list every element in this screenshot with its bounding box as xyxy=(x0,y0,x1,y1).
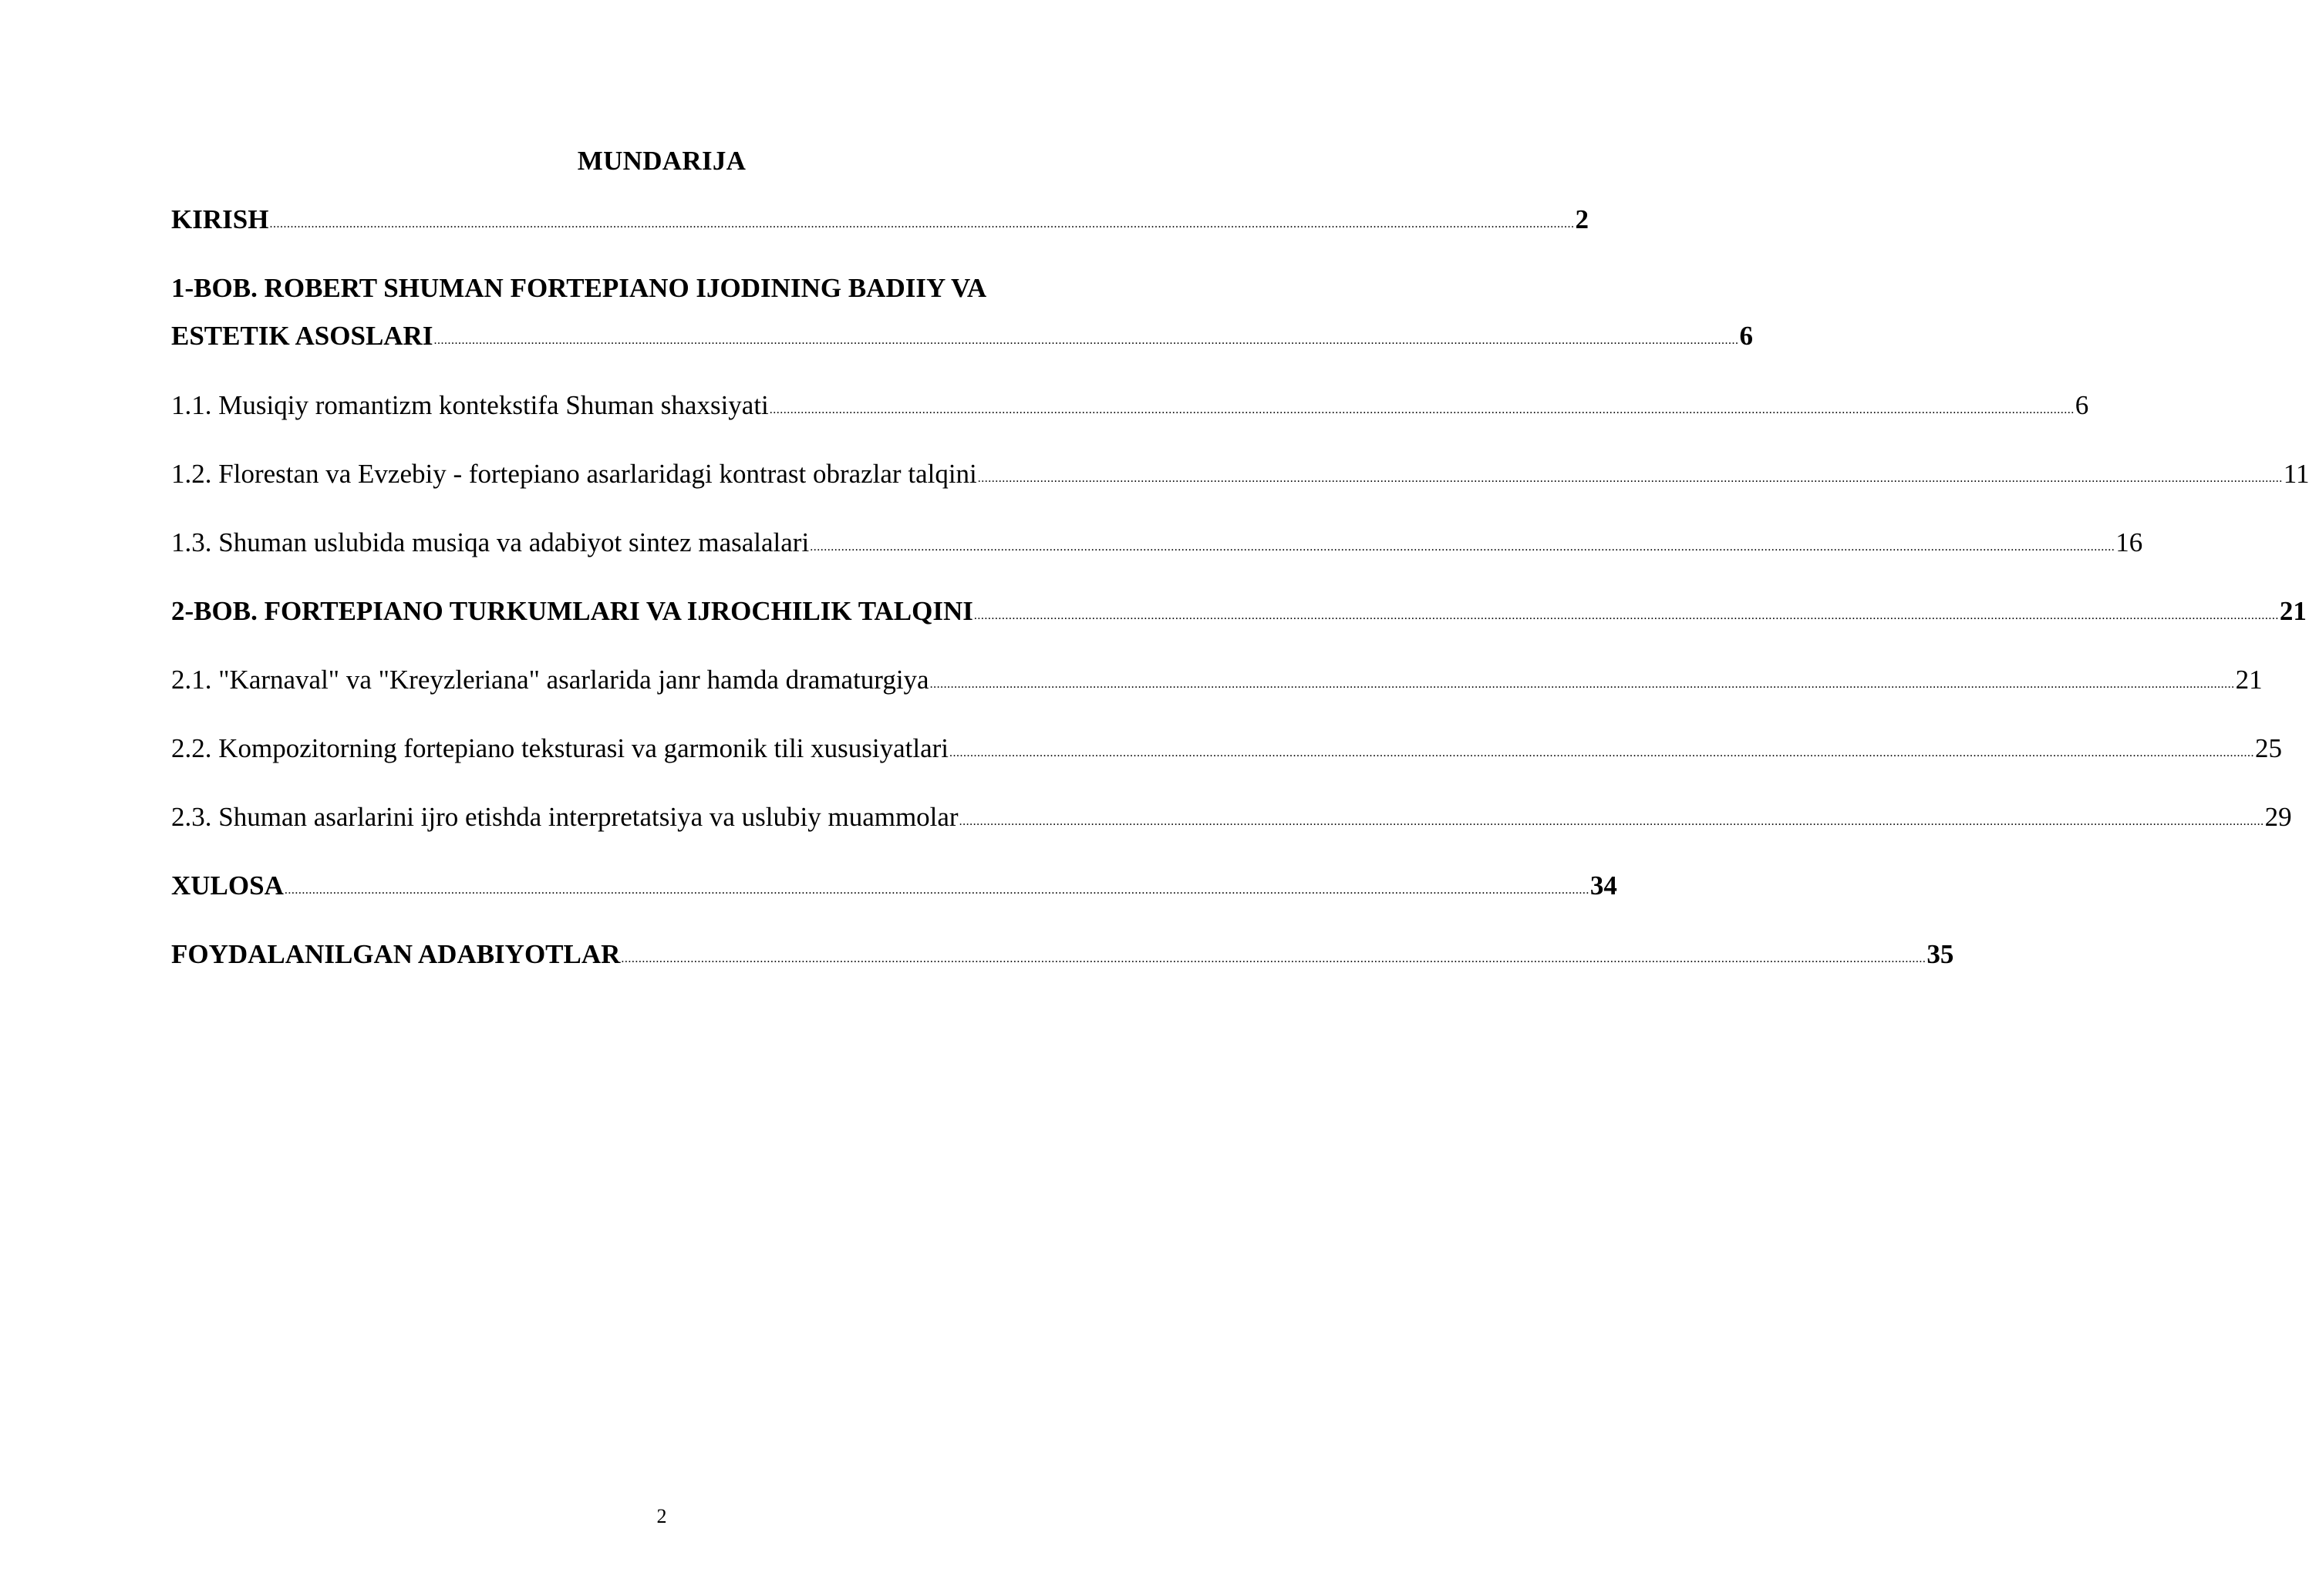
toc-entry-page: 21 xyxy=(2279,596,2307,626)
toc-entry-label: 1.2. Florestan va Evzebiy - fortepiano asarlaridagi kontrast obrazlar talqini xyxy=(171,459,977,489)
toc-entry-label: ESTETIK ASOSLARI xyxy=(171,321,433,351)
dot-leader: ........................................................................................................................................................................................................................................................................................................................................................................................ xyxy=(621,952,1926,965)
toc-entry-page: 34 xyxy=(1589,870,1617,901)
toc-entry-label: XULOSA xyxy=(171,870,284,901)
toc-entry-label: 1.3. Shuman uslubida musiqa va adabiyot sintez masalalari xyxy=(171,527,810,557)
toc-entry-label: 2.2. Kompozitorning fortepiano teksturasi va garmonik tili xususiyatlari xyxy=(171,733,949,763)
toc-entry-page: 6 xyxy=(1739,321,1753,351)
toc-entry-kirish[interactable] xyxy=(171,203,1589,242)
toc-entry-page: 16 xyxy=(2115,527,2143,557)
toc-entry-chapter-2[interactable] xyxy=(171,594,2307,634)
dot-leader: ........................................................................................................................................................................................................................................................................................................................................................................................ xyxy=(959,815,2264,828)
toc-entry-label: 2.3. Shuman asarlarini ijro etishda interpretatsiya va uslubiy muammolar xyxy=(171,802,959,832)
toc-entry-label-line1: 1-BOB. ROBERT SHUMAN FORTEPIANO IJODINING BADIIY VA xyxy=(171,273,987,303)
toc-entry-2-1[interactable] xyxy=(171,663,2263,702)
toc-entry-page: 21 xyxy=(2235,665,2263,695)
toc-entry-1-2[interactable] xyxy=(171,457,2309,497)
toc-title: MUNDARIJA xyxy=(577,146,747,176)
toc-entry-page: 11 xyxy=(2283,459,2309,489)
toc-entry-xulosa[interactable] xyxy=(171,869,1617,908)
dot-leader: ........................................................................................................................................................................................................................................................................................................................................................................................ xyxy=(810,540,2115,554)
dot-leader: ........................................................................................................................................................................................................................................................................................................................................................................................ xyxy=(949,746,2255,759)
toc-entry-label: 2-BOB. FORTEPIANO TURKUMLARI VA IJROCHILIK TALQINI xyxy=(171,596,973,626)
dot-leader: ........................................................................................................................................................................................................................................................................................................................................................................................ xyxy=(929,678,2235,691)
toc-entry-2-3[interactable] xyxy=(171,800,2292,840)
toc-entry-1-3[interactable] xyxy=(171,526,2143,565)
toc-entry-page: 2 xyxy=(1575,204,1589,234)
dot-leader: ........................................................................................................................................................................................................................................................................................................................................................................................ xyxy=(433,334,1739,347)
toc-entry-chapter-1[interactable] xyxy=(171,271,1753,359)
toc-entry-page: 25 xyxy=(2255,733,2283,763)
dot-leader: ........................................................................................................................................................................................................................................................................................................................................................................................ xyxy=(269,217,1575,231)
toc-entry-label: 1.1. Musiqiy romantizm kontekstifa Shuman shaxsiyati xyxy=(171,390,769,420)
toc-entry-page: 6 xyxy=(2075,390,2089,420)
toc-entry-2-2[interactable] xyxy=(171,732,2283,771)
toc-entry-page: 29 xyxy=(2264,802,2292,832)
toc-entry-1-1[interactable] xyxy=(171,389,2089,428)
toc-entry-label: 2.1. "Karnaval" va "Kreyzleriana" asarlarida janr hamda dramaturgiya xyxy=(171,665,929,695)
toc-entry-label: FOYDALANILGAN ADABIYOTLAR xyxy=(171,939,621,969)
toc-entry-adabiyotlar[interactable] xyxy=(171,938,1954,977)
page-number: 2 xyxy=(656,1505,667,1527)
toc-entry-page: 35 xyxy=(1926,939,1954,969)
dot-leader: ........................................................................................................................................................................................................................................................................................................................................................................................ xyxy=(284,884,1589,897)
dot-leader: ........................................................................................................................................................................................................................................................................................................................................................................................ xyxy=(769,403,2075,416)
dot-leader: ........................................................................................................................................................................................................................................................................................................................................................................................ xyxy=(977,472,2283,485)
toc-entry-label: KIRISH xyxy=(171,204,269,234)
dot-leader: ........................................................................................................................................................................................................................................................................................................................................................................................ xyxy=(973,609,2279,622)
